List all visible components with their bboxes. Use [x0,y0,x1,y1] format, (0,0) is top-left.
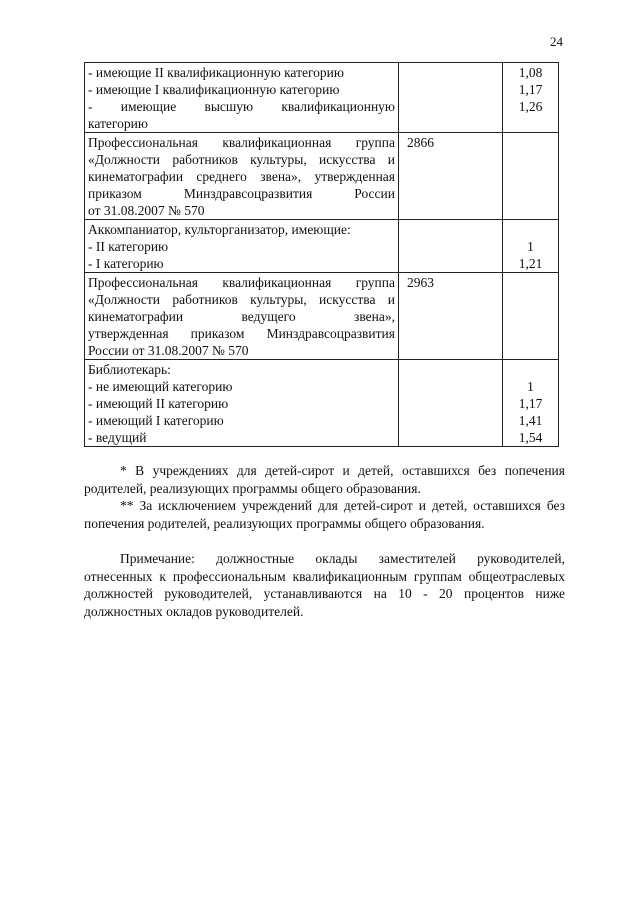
position-line: категорию [88,116,148,131]
position-line: кинематографии ведущего звена», [88,309,395,324]
salary-cell [399,360,503,447]
salary-cell: 2963 [399,273,503,360]
position-line: кинематографии среднего звена», утвержденная [88,169,395,184]
table-row [85,360,559,447]
position-line: - имеющий I категорию [88,413,224,428]
position-cell [85,63,399,133]
position-line: «Должности работников культуры, искусства и [88,152,395,167]
table-row [85,273,559,360]
coefficient-cell [503,220,559,273]
coefficient-value [506,221,555,238]
coefficient-cell [503,360,559,447]
coefficient-value: 1,08 [518,65,543,80]
position-cell [85,133,399,220]
footnote-2: ** За исключением учреждений для детей-сирот и детей, оставшихся без попечения родителей, реализующих программы общего образования. [84,498,565,531]
table-row [85,220,559,273]
position-line: - имеющие высшую квалификационную [88,99,395,114]
coefficient-value: 1 [527,379,534,394]
position-line: «Должности работников культуры, искусства и [88,292,395,307]
position-line: - не имеющий категорию [88,379,233,394]
position-line: от 31.08.2007 № 570 [88,203,205,218]
position-line: приказом Минздравсоцразвития России [88,186,395,201]
coefficient-value [506,361,555,378]
position-line: - имеющие II квалификационную категорию [88,65,344,80]
salary-table [84,62,559,447]
coefficient-value: 1,54 [518,430,543,445]
position-cell [85,220,399,273]
coefficient-value: 1 [527,239,534,254]
remark-paragraph: Примечание: должностные оклады заместителей руководителей, отнесенных к профессиональным квалификационным группам общеотраслевых должностей руководителей, устанавливаются на 10 - 20 процентов ниже должностных окладов руководителей. [84,551,565,619]
position-line: - I категорию [88,256,164,271]
position-line: Профессиональная квалификационная группа [88,275,395,290]
footnote-1: * В учреждениях для детей-сирот и детей, оставшихся без попечения родителей, реализующих программы общего образования. [84,463,565,496]
position-line: утвержденная приказом Минздравсоцразвития [88,326,395,341]
coefficient-value: 1,41 [518,413,543,428]
table-row [85,133,559,220]
coefficient-value: 1,17 [518,82,543,97]
position-line: - имеющие I квалификационную категорию [88,82,340,97]
coefficient-value: 1,17 [518,396,543,411]
position-line: Библиотекарь: [88,362,171,377]
table-row [85,63,559,133]
coefficient-cell [503,63,559,133]
position-line: - ведущий [88,430,147,445]
salary-cell: 2866 [399,133,503,220]
page-number: 24 [550,34,563,49]
salary-cell [399,220,503,273]
salary-cell [399,63,503,133]
position-line: - имеющий II категорию [88,396,229,411]
notes-section [84,462,565,620]
position-line: Аккомпаниатор, культорганизатор, имеющие: [88,222,351,237]
position-cell [85,360,399,447]
coefficient-cell [503,273,559,360]
position-line: России от 31.08.2007 № 570 [88,343,249,358]
coefficient-value: 1,26 [518,99,543,114]
coefficient-cell [503,133,559,220]
position-line: Профессиональная квалификационная группа [88,135,395,150]
position-cell [85,273,399,360]
position-line: - II категорию [88,239,169,254]
coefficient-value: 1,21 [518,256,543,271]
